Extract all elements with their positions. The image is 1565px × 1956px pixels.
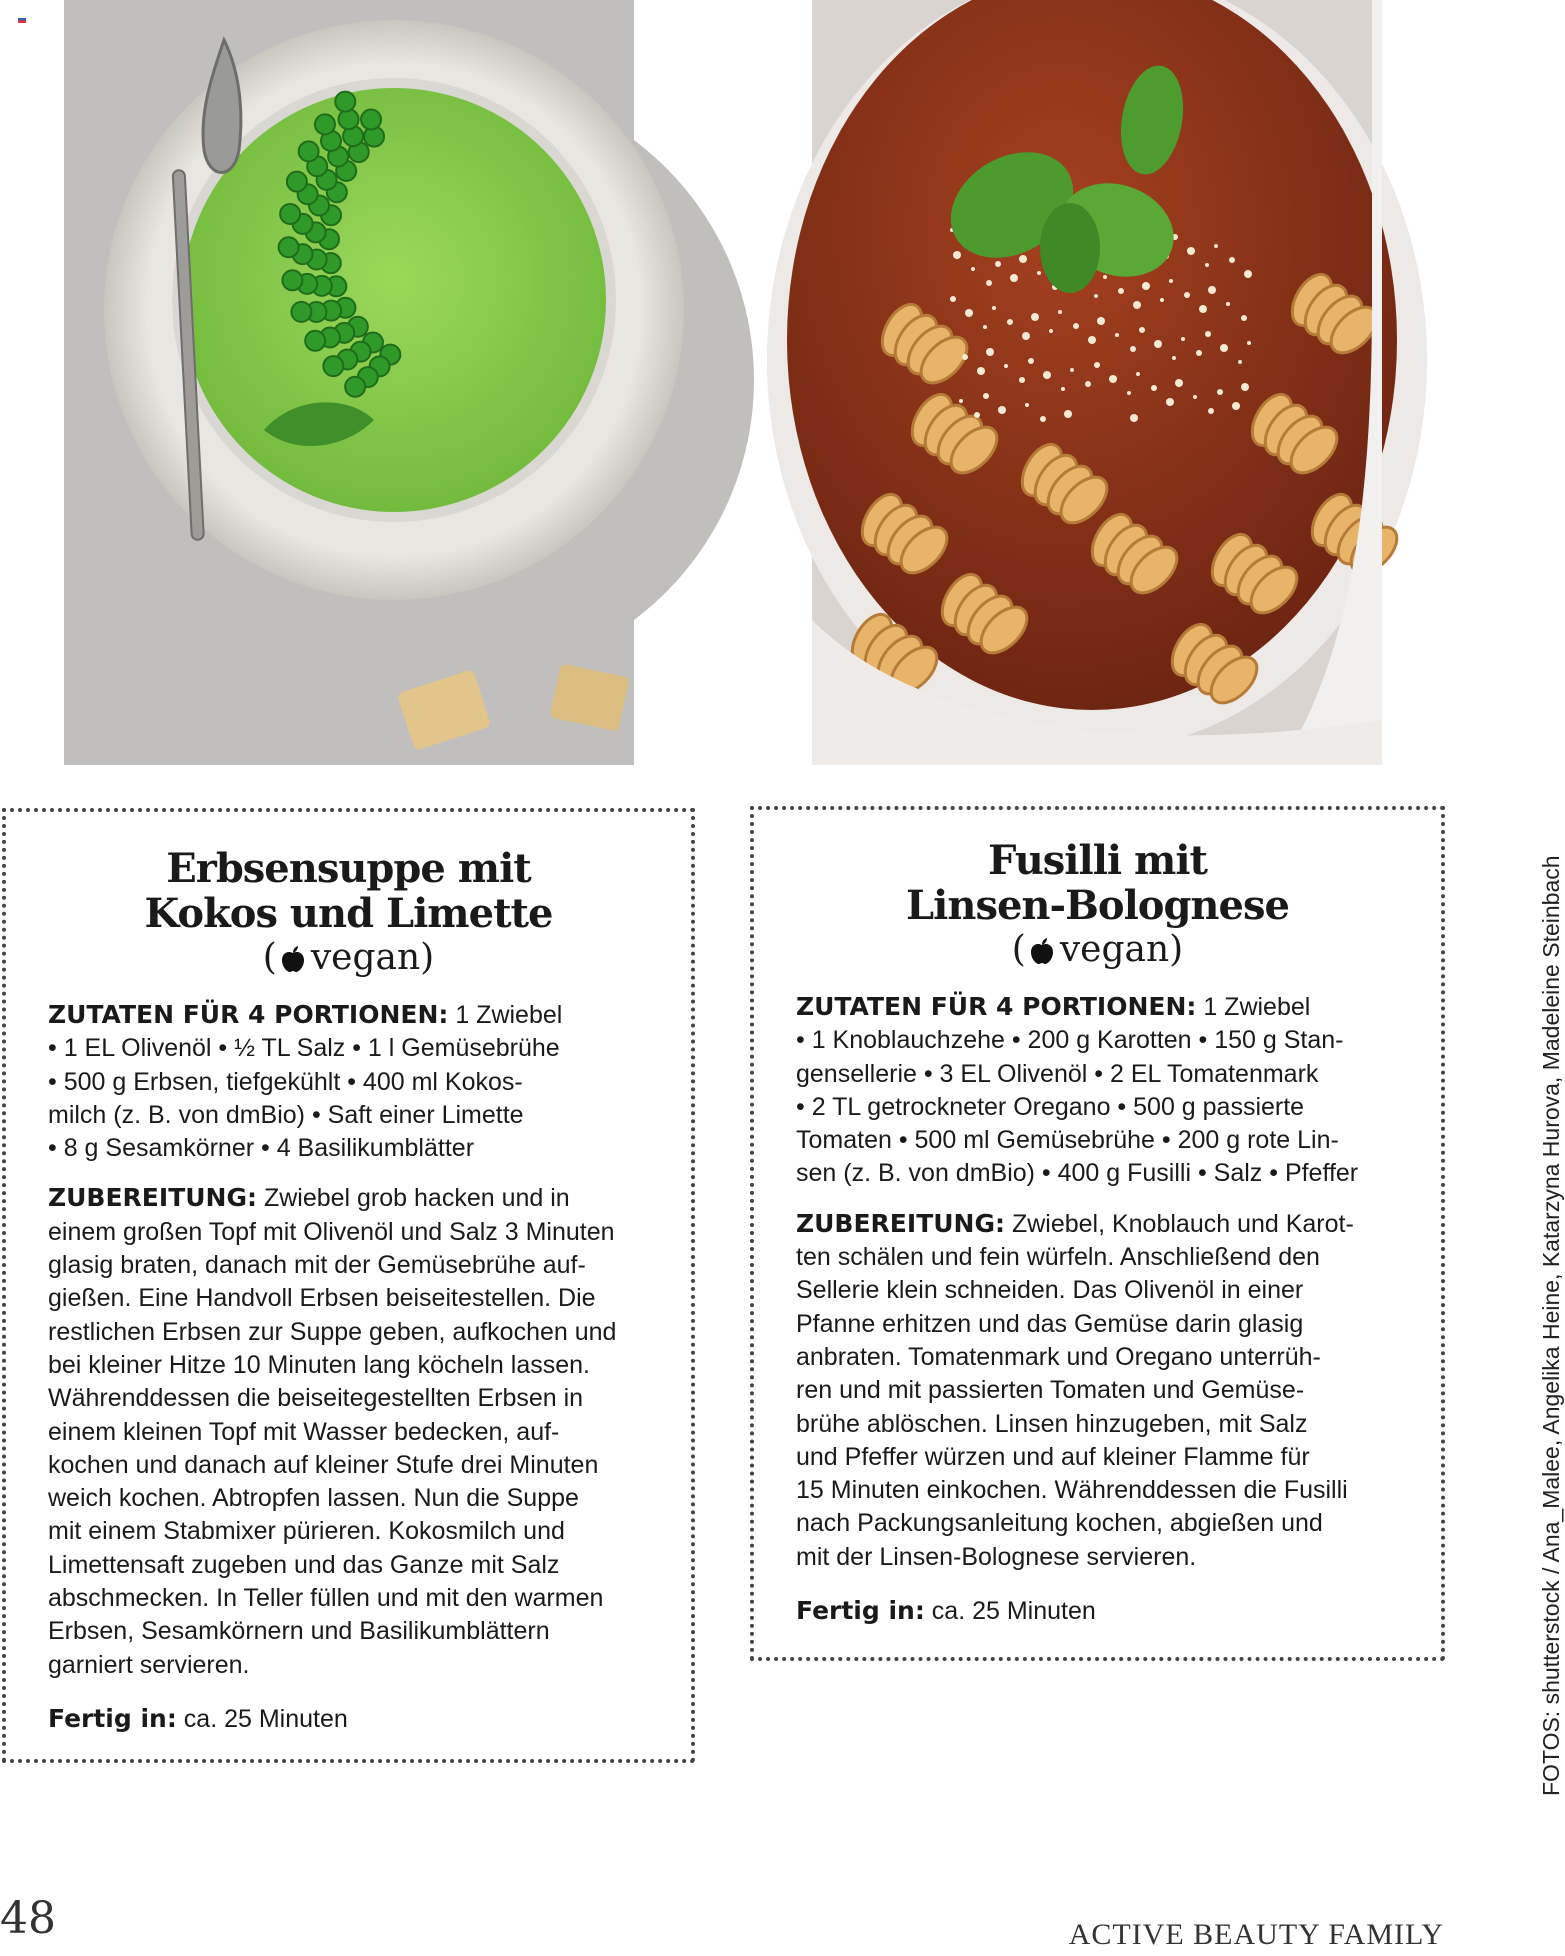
parmesan-shape (1115, 333, 1119, 337)
text-line: ren und mit passierten Tomaten und Gemüse- (796, 1376, 1305, 1405)
apple-icon (281, 940, 305, 984)
parmesan-shape (965, 309, 973, 317)
text-line: brühe ablöschen. Linsen hinzugeben, mit Salz (796, 1409, 1308, 1438)
parmesan-shape (1139, 327, 1145, 333)
pea-shape (345, 377, 365, 397)
parmesan-shape (1127, 391, 1131, 395)
parmesan-shape (1109, 375, 1117, 383)
text-line: Sellerie klein schneiden. Das Olivenöl in einer (796, 1276, 1304, 1305)
text-line: bei kleiner Hitze 10 Minuten lang köcheln lassen. (48, 1350, 590, 1379)
parmesan-shape (1229, 257, 1235, 263)
parmesan-shape (953, 251, 961, 259)
text-line: • 2 TL getrockneter Oregano • 500 g passierte (796, 1092, 1305, 1121)
pea-soup-photo (64, 0, 634, 765)
pea-shape (305, 331, 325, 351)
title-line-2: Kokos und Limette (144, 890, 553, 937)
parmesan-shape (1220, 344, 1228, 352)
parmesan-shape (1208, 286, 1216, 294)
parmesan-shape (1088, 336, 1096, 344)
ready-time-label: Fertig in: (48, 1703, 177, 1733)
text-line: Erbsen, Sesamkörnern und Basilikumblättern (48, 1617, 550, 1646)
pea-shape (323, 356, 343, 376)
parmesan-shape (1019, 377, 1025, 383)
title-line-1: Erbsensuppe mit (166, 845, 531, 892)
parmesan-shape (1136, 372, 1140, 376)
recipe-title (6, 846, 691, 936)
parmesan-shape (1142, 282, 1150, 290)
parmesan-shape (1043, 371, 1051, 379)
vegan-label: ( vegan) (6, 936, 691, 984)
pea-shape (291, 302, 311, 322)
pea-shape (335, 92, 355, 112)
text-line: • 500 g Erbsen, tiefgekühlt • 400 ml Kokos- (48, 1067, 523, 1096)
parmesan-shape (1049, 329, 1053, 333)
parmesan-shape (971, 267, 975, 271)
text-line: einem großen Topf mit Olivenöl und Salz 3 Minuten (48, 1217, 615, 1246)
pea-shape (282, 270, 302, 290)
pea-shape (287, 172, 307, 192)
parmesan-shape (1037, 271, 1041, 275)
flag-icon (18, 18, 26, 23)
parmesan-shape (1244, 270, 1252, 278)
parmesan-shape (1241, 315, 1247, 321)
apple-icon (1030, 932, 1054, 976)
ready-time-value: ca. 25 Minuten (931, 1597, 1096, 1626)
parmesan-shape (1022, 332, 1030, 340)
parmesan-shape (1028, 358, 1034, 364)
vegan-text: vegan (310, 937, 421, 978)
parmesan-shape (1172, 356, 1176, 360)
parmesan-shape (950, 296, 956, 302)
title-line-2: Linsen-Bolognese (906, 882, 1289, 929)
parmesan-shape (1061, 387, 1065, 391)
parmesan-shape (1193, 395, 1197, 399)
ingredients-section (6, 998, 691, 1165)
parmesan-shape (1004, 364, 1008, 368)
parmesan-shape (1187, 247, 1195, 255)
parmesan-shape (1130, 414, 1138, 422)
parmesan-shape (1196, 350, 1202, 356)
parmesan-shape (1238, 360, 1242, 364)
text-line: Tomaten • 500 ml Gemüsebrühe • 200 g rote Lin- (796, 1126, 1339, 1155)
section-label: ZUTATEN FÜR 4 PORTIONEN: (48, 1000, 449, 1029)
text-line: Limettensaft zugeben und das Ganze mit Salz (48, 1550, 560, 1579)
pea-shape (279, 237, 299, 257)
parmesan-shape (1094, 362, 1100, 368)
magazine-name: ACTIVE BEAUTY FAMILY (1068, 1918, 1444, 1951)
text-line: 1 Zwiebel (1203, 993, 1311, 1021)
fusilli-bolognese-photo (812, 0, 1382, 765)
parmesan-shape (1205, 263, 1209, 267)
parmesan-shape (974, 412, 980, 418)
text-line: abschmecken. In Teller füllen und mit den warmen (48, 1584, 604, 1613)
parmesan-shape (1199, 305, 1207, 313)
text-line: gießen. Eine Handvoll Erbsen beiseitestellen. Die (48, 1284, 596, 1313)
parmesan-shape (995, 261, 1001, 267)
text-line: Zwiebel, Knoblauch und Karot- (1011, 1209, 1354, 1238)
parmesan-shape (962, 354, 968, 360)
parmesan-shape (1097, 317, 1105, 325)
text-line: restlichen Erbsen zur Suppe geben, aufkochen und (48, 1317, 617, 1346)
parmesan-shape (1118, 288, 1124, 294)
photo-credit: FOTOS: shutterstock / Ana_Malee, Angelika Heine, Katarzyna Hurova, Madeleine Steinbach (1538, 855, 1564, 1796)
parmesan-shape (959, 399, 963, 403)
parmesan-shape (1103, 275, 1107, 279)
parmesan-shape (1175, 379, 1183, 387)
parmesan-shape (1247, 341, 1251, 345)
ready-time (6, 1702, 691, 1736)
pea-shape (339, 109, 359, 129)
parmesan-shape (983, 393, 989, 399)
parmesan-shape (1151, 385, 1157, 391)
text-line: 15 Minuten einkochen. Währenddessen die Fusilli (796, 1476, 1348, 1505)
pea-shape (315, 114, 335, 134)
section-label: ZUTATEN FÜR 4 PORTIONEN: (796, 992, 1197, 1021)
ingredients-section (754, 990, 1441, 1191)
section-label: ZUBEREITUNG: (48, 1183, 257, 1213)
text-line: nach Packungsanleitung kochen, abgießen und (796, 1509, 1323, 1538)
parmesan-shape (1208, 408, 1214, 414)
parmesan-shape (1169, 279, 1173, 283)
parmesan-shape (1133, 301, 1141, 309)
text-line: 1 Zwiebel (455, 1001, 563, 1029)
parmesan-shape (1184, 292, 1190, 298)
parmesan-shape (1166, 398, 1174, 406)
text-line: anbraten. Tomatenmark und Oregano unterrüh- (796, 1342, 1321, 1371)
parmesan-shape (1058, 310, 1062, 314)
parmesan-shape (1025, 403, 1029, 407)
recipe-card-pea-soup (2, 808, 695, 1763)
text-line: ten schälen und fein würfeln. Anschließend den (796, 1243, 1320, 1272)
text-line: kochen und danach auf kleiner Stufe drei Minuten (48, 1450, 599, 1479)
parmesan-shape (1205, 331, 1211, 337)
text-line: garniert servieren. (48, 1650, 250, 1679)
pea-shape (361, 110, 381, 130)
parmesan-shape (977, 367, 985, 375)
parmesan-shape (1217, 389, 1223, 395)
text-line: glasig braten, danach mit der Gemüsebrühe auf- (48, 1251, 586, 1280)
page-number: 48 (0, 1893, 56, 1944)
text-line: Währenddessen die beiseitegestellten Erbsen in (48, 1384, 584, 1413)
text-line: • 8 g Sesamkörner • 4 Basilikumblätter (48, 1134, 475, 1163)
parmesan-shape (1130, 346, 1136, 352)
parmesan-shape (1241, 383, 1249, 391)
text-line: mit einem Stabmixer pürieren. Kokosmilch und (48, 1517, 565, 1546)
text-line: gensellerie • 3 EL Olivenöl • 2 EL Tomatenmark (796, 1059, 1319, 1088)
parmesan-shape (1064, 410, 1072, 418)
preparation-section (6, 1181, 691, 1681)
text-line: sen (z. B. von dmBio) • 400 g Fusilli • Salz • Pfeffer (796, 1159, 1359, 1188)
title-line-1: Fusilli mit (988, 837, 1207, 884)
parmesan-shape (986, 280, 992, 286)
pea-shape (280, 204, 300, 224)
pea-shape (299, 141, 319, 161)
parmesan-shape (998, 406, 1006, 414)
parmesan-shape (1232, 402, 1240, 410)
text-line: und Pfeffer würzen und auf kleiner Flamme für (796, 1442, 1310, 1471)
parmesan-shape (1094, 294, 1098, 298)
parmesan-shape (1007, 319, 1013, 325)
parmesan-shape (986, 348, 994, 356)
parmesan-shape (1019, 255, 1027, 263)
parmesan-shape (1073, 323, 1079, 329)
recipe-card-fusilli (750, 806, 1445, 1661)
vegan-text: vegan (1059, 929, 1170, 970)
text-line: • 1 EL Olivenöl • ½ TL Salz • 1 l Gemüsebrühe (48, 1034, 560, 1063)
parmesan-shape (1226, 302, 1230, 306)
parmesan-shape (1085, 381, 1091, 387)
preparation-section (754, 1207, 1441, 1574)
parmesan-shape (983, 325, 987, 329)
ready-time (754, 1594, 1441, 1628)
parmesan-shape (1154, 340, 1162, 348)
vegan-label: ( vegan) (754, 928, 1441, 976)
parmesan-shape (1181, 337, 1185, 341)
parmesan-shape (992, 306, 996, 310)
text-line: • 1 Knoblauchzehe • 200 g Karotten • 150 g Stan- (796, 1026, 1344, 1055)
text-line: einem kleinen Topf mit Wasser bedecken, auf- (48, 1417, 560, 1446)
parmesan-shape (1160, 298, 1164, 302)
parmesan-shape (1040, 416, 1046, 422)
text-line: Zwiebel grob hacken und in (263, 1184, 570, 1213)
parmesan-shape (1010, 274, 1018, 282)
text-line: mit der Linsen-Bolognese servieren. (796, 1542, 1197, 1571)
parmesan-shape (1070, 368, 1074, 372)
parmesan-shape (1031, 313, 1039, 321)
text-line: weich kochen. Abtropfen lassen. Nun die Suppe (48, 1484, 579, 1513)
recipe-title (754, 838, 1441, 928)
ready-time-label: Fertig in: (796, 1596, 925, 1626)
parmesan-shape (1214, 244, 1218, 248)
text-line: milch (z. B. von dmBio) • Saft einer Limette (48, 1100, 524, 1129)
section-label: ZUBEREITUNG: (796, 1208, 1005, 1238)
ready-time-value: ca. 25 Minuten (183, 1704, 348, 1733)
text-line: Pfanne erhitzen und das Gemüse darin glasig (796, 1309, 1304, 1338)
